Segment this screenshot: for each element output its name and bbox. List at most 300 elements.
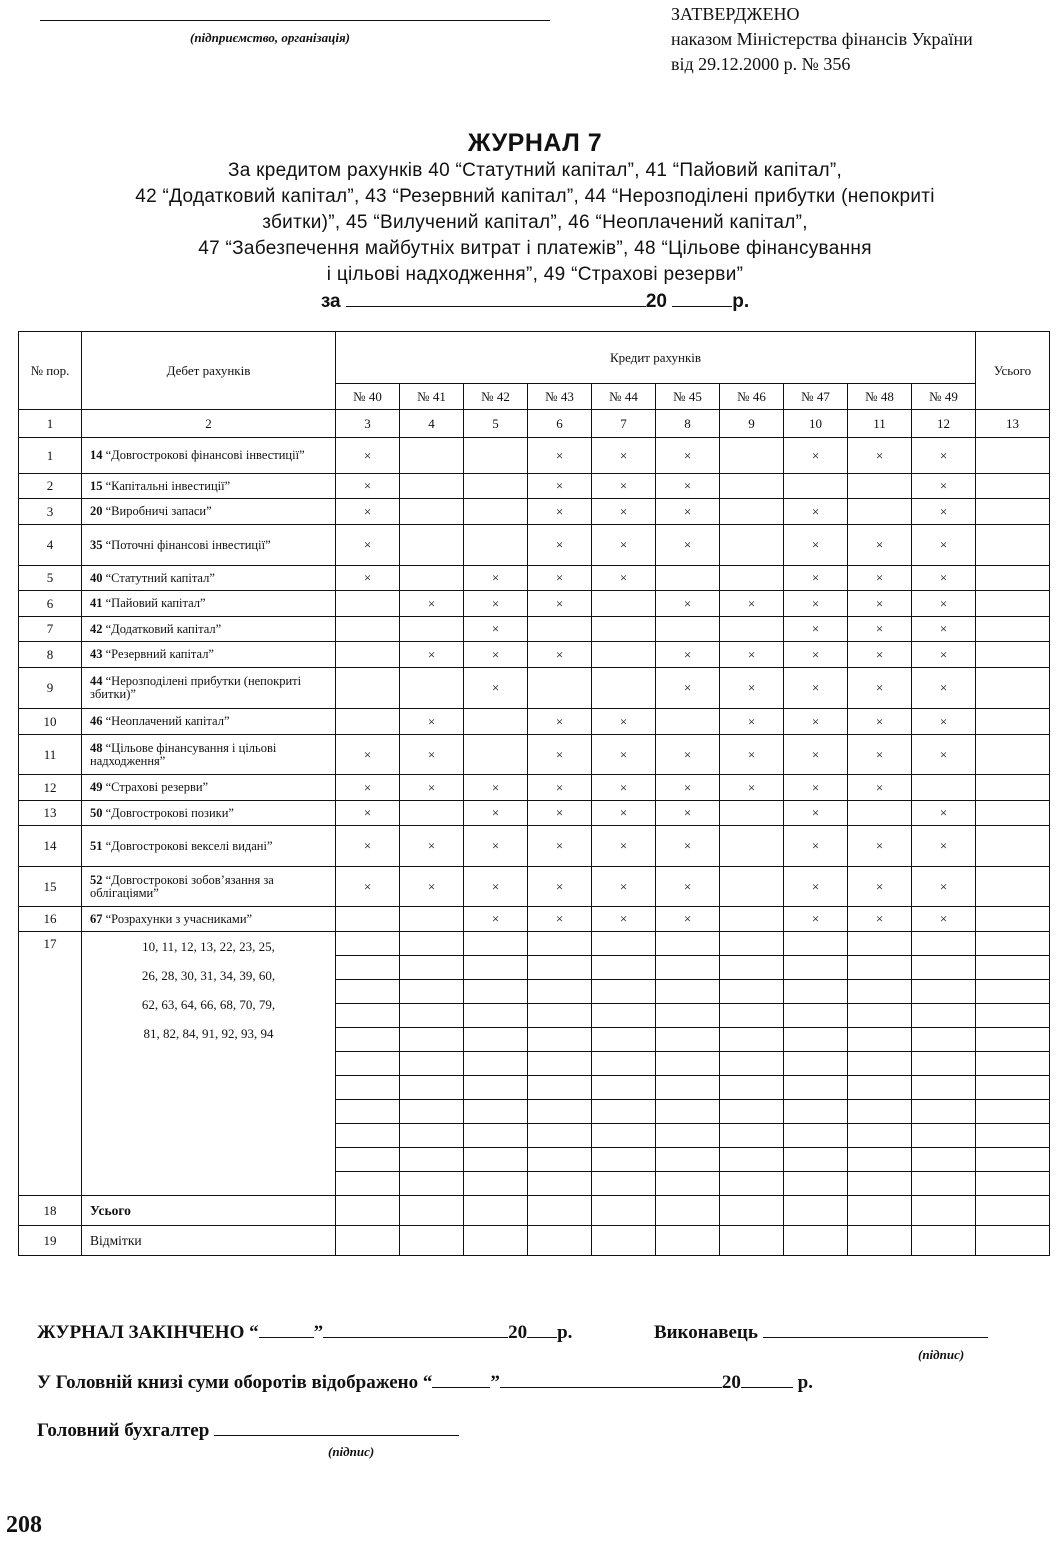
entry-cell[interactable] — [720, 867, 784, 907]
entry-cell[interactable] — [784, 642, 848, 668]
entry-cell[interactable] — [336, 1172, 400, 1196]
entry-cell[interactable] — [784, 525, 848, 566]
entry-cell[interactable] — [784, 801, 848, 826]
entry-cell[interactable] — [528, 1172, 592, 1196]
entry-cell[interactable] — [592, 591, 656, 617]
entry-cell[interactable] — [336, 499, 400, 525]
entry-cell[interactable] — [528, 1124, 592, 1148]
entry-cell[interactable] — [464, 932, 528, 956]
entry-cell[interactable] — [656, 1196, 720, 1226]
entry-cell[interactable] — [720, 1100, 784, 1124]
entry-cell[interactable] — [464, 566, 528, 591]
entry-cell[interactable] — [912, 438, 976, 474]
entry-cell[interactable] — [720, 1148, 784, 1172]
entry-cell[interactable] — [912, 1004, 976, 1028]
entry-cell[interactable] — [720, 956, 784, 980]
row-total-cell[interactable] — [976, 735, 1050, 775]
entry-cell[interactable] — [656, 735, 720, 775]
entry-cell[interactable] — [656, 867, 720, 907]
entry-cell[interactable] — [784, 826, 848, 867]
entry-cell[interactable] — [464, 642, 528, 668]
entry-cell[interactable] — [720, 1226, 784, 1256]
entry-cell[interactable] — [720, 438, 784, 474]
entry-cell[interactable] — [592, 1100, 656, 1124]
entry-cell[interactable] — [336, 932, 400, 956]
entry-cell[interactable] — [400, 642, 464, 668]
row-total-cell[interactable] — [976, 801, 1050, 826]
entry-cell[interactable] — [976, 1004, 1050, 1028]
entry-cell[interactable] — [400, 801, 464, 826]
entry-cell[interactable] — [848, 1100, 912, 1124]
entry-cell[interactable] — [848, 956, 912, 980]
entry-cell[interactable] — [656, 499, 720, 525]
entry-cell[interactable] — [528, 642, 592, 668]
entry-cell[interactable] — [720, 1028, 784, 1052]
entry-cell[interactable] — [656, 1100, 720, 1124]
entry-cell[interactable] — [720, 474, 784, 499]
entry-cell[interactable] — [784, 932, 848, 956]
row-total-cell[interactable] — [976, 438, 1050, 474]
entry-cell[interactable] — [400, 826, 464, 867]
entry-cell[interactable] — [336, 668, 400, 709]
entry-cell[interactable] — [720, 1124, 784, 1148]
entry-cell[interactable] — [528, 566, 592, 591]
entry-cell[interactable] — [656, 1004, 720, 1028]
entry-cell[interactable] — [464, 1148, 528, 1172]
entry-cell[interactable] — [336, 709, 400, 735]
entry-cell[interactable] — [848, 867, 912, 907]
entry-cell[interactable] — [976, 980, 1050, 1004]
entry-cell[interactable] — [336, 1052, 400, 1076]
entry-cell[interactable] — [592, 801, 656, 826]
entry-cell[interactable] — [400, 1172, 464, 1196]
entry-cell[interactable] — [464, 525, 528, 566]
entry-cell[interactable] — [592, 1076, 656, 1100]
entry-cell[interactable] — [464, 1076, 528, 1100]
row-total-cell[interactable] — [976, 642, 1050, 668]
ledger-day-field[interactable] — [432, 1370, 490, 1388]
entry-cell[interactable] — [528, 499, 592, 525]
entry-cell[interactable] — [400, 735, 464, 775]
entry-cell[interactable] — [784, 980, 848, 1004]
entry-cell[interactable] — [720, 617, 784, 642]
entry-cell[interactable] — [656, 932, 720, 956]
entry-cell[interactable] — [912, 1172, 976, 1196]
entry-cell[interactable] — [528, 735, 592, 775]
entry-cell[interactable] — [784, 438, 848, 474]
entry-cell[interactable] — [400, 867, 464, 907]
row-total-cell[interactable] — [976, 474, 1050, 499]
entry-cell[interactable] — [336, 907, 400, 932]
entry-cell[interactable] — [912, 980, 976, 1004]
entry-cell[interactable] — [720, 735, 784, 775]
finished-month-field[interactable] — [323, 1320, 508, 1338]
entry-cell[interactable] — [464, 1196, 528, 1226]
entry-cell[interactable] — [720, 932, 784, 956]
entry-cell[interactable] — [400, 668, 464, 709]
entry-cell[interactable] — [656, 956, 720, 980]
entry-cell[interactable] — [976, 956, 1050, 980]
entry-cell[interactable] — [336, 642, 400, 668]
entry-cell[interactable] — [400, 1196, 464, 1226]
row-total-cell[interactable] — [976, 668, 1050, 709]
entry-cell[interactable] — [912, 1196, 976, 1226]
entry-cell[interactable] — [848, 907, 912, 932]
entry-cell[interactable] — [528, 826, 592, 867]
entry-cell[interactable] — [400, 980, 464, 1004]
entry-cell[interactable] — [464, 980, 528, 1004]
entry-cell[interactable] — [912, 591, 976, 617]
entry-cell[interactable] — [336, 566, 400, 591]
row-total-cell[interactable] — [976, 907, 1050, 932]
entry-cell[interactable] — [976, 1076, 1050, 1100]
entry-cell[interactable] — [656, 709, 720, 735]
entry-cell[interactable] — [976, 1196, 1050, 1226]
entry-cell[interactable] — [784, 591, 848, 617]
entry-cell[interactable] — [592, 642, 656, 668]
entry-cell[interactable] — [464, 1052, 528, 1076]
entry-cell[interactable] — [784, 499, 848, 525]
entry-cell[interactable] — [848, 1052, 912, 1076]
entry-cell[interactable] — [464, 499, 528, 525]
entry-cell[interactable] — [912, 617, 976, 642]
entry-cell[interactable] — [784, 735, 848, 775]
entry-cell[interactable] — [336, 867, 400, 907]
entry-cell[interactable] — [528, 932, 592, 956]
entry-cell[interactable] — [464, 1100, 528, 1124]
row-total-cell[interactable] — [976, 566, 1050, 591]
entry-cell[interactable] — [848, 642, 912, 668]
entry-cell[interactable] — [848, 566, 912, 591]
entry-cell[interactable] — [400, 1052, 464, 1076]
entry-cell[interactable] — [336, 591, 400, 617]
entry-cell[interactable] — [720, 1196, 784, 1226]
entry-cell[interactable] — [784, 907, 848, 932]
entry-cell[interactable] — [464, 775, 528, 801]
ledger-month-field[interactable] — [500, 1370, 722, 1388]
entry-cell[interactable] — [656, 826, 720, 867]
entry-cell[interactable] — [528, 1076, 592, 1100]
entry-cell[interactable] — [912, 1076, 976, 1100]
entry-cell[interactable] — [592, 474, 656, 499]
entry-cell[interactable] — [656, 1172, 720, 1196]
entry-cell[interactable] — [336, 1100, 400, 1124]
entry-cell[interactable] — [912, 474, 976, 499]
entry-cell[interactable] — [400, 525, 464, 566]
entry-cell[interactable] — [528, 1100, 592, 1124]
period-month-field[interactable] — [346, 288, 646, 307]
entry-cell[interactable] — [976, 1124, 1050, 1148]
entry-cell[interactable] — [528, 1226, 592, 1256]
entry-cell[interactable] — [784, 1196, 848, 1226]
entry-cell[interactable] — [592, 826, 656, 867]
entry-cell[interactable] — [528, 1004, 592, 1028]
entry-cell[interactable] — [528, 709, 592, 735]
entry-cell[interactable] — [464, 1004, 528, 1028]
entry-cell[interactable] — [784, 775, 848, 801]
entry-cell[interactable] — [784, 867, 848, 907]
entry-cell[interactable] — [592, 438, 656, 474]
entry-cell[interactable] — [400, 932, 464, 956]
entry-cell[interactable] — [720, 709, 784, 735]
entry-cell[interactable] — [528, 867, 592, 907]
entry-cell[interactable] — [336, 1196, 400, 1226]
entry-cell[interactable] — [976, 1028, 1050, 1052]
entry-cell[interactable] — [656, 775, 720, 801]
entry-cell[interactable] — [656, 980, 720, 1004]
finished-year-field[interactable] — [527, 1320, 557, 1338]
entry-cell[interactable] — [912, 642, 976, 668]
entry-cell[interactable] — [592, 499, 656, 525]
entry-cell[interactable] — [912, 1148, 976, 1172]
entry-cell[interactable] — [400, 1028, 464, 1052]
entry-cell[interactable] — [400, 1124, 464, 1148]
entry-cell[interactable] — [528, 907, 592, 932]
entry-cell[interactable] — [848, 980, 912, 1004]
entry-cell[interactable] — [656, 642, 720, 668]
entry-cell[interactable] — [336, 1124, 400, 1148]
entry-cell[interactable] — [720, 1052, 784, 1076]
entry-cell[interactable] — [784, 709, 848, 735]
entry-cell[interactable] — [592, 709, 656, 735]
entry-cell[interactable] — [464, 907, 528, 932]
entry-cell[interactable] — [528, 1148, 592, 1172]
entry-cell[interactable] — [656, 1148, 720, 1172]
entry-cell[interactable] — [336, 980, 400, 1004]
chief-signature-field[interactable] — [214, 1418, 459, 1436]
entry-cell[interactable] — [592, 566, 656, 591]
entry-cell[interactable] — [464, 867, 528, 907]
entry-cell[interactable] — [400, 1100, 464, 1124]
entry-cell[interactable] — [848, 438, 912, 474]
entry-cell[interactable] — [464, 1028, 528, 1052]
entry-cell[interactable] — [400, 1076, 464, 1100]
entry-cell[interactable] — [656, 617, 720, 642]
row-total-cell[interactable] — [976, 591, 1050, 617]
entry-cell[interactable] — [528, 438, 592, 474]
entry-cell[interactable] — [400, 566, 464, 591]
entry-cell[interactable] — [912, 775, 976, 801]
entry-cell[interactable] — [720, 642, 784, 668]
entry-cell[interactable] — [528, 668, 592, 709]
entry-cell[interactable] — [720, 668, 784, 709]
entry-cell[interactable] — [720, 775, 784, 801]
entry-cell[interactable] — [720, 801, 784, 826]
entry-cell[interactable] — [784, 1076, 848, 1100]
entry-cell[interactable] — [464, 801, 528, 826]
entry-cell[interactable] — [848, 932, 912, 956]
entry-cell[interactable] — [848, 1004, 912, 1028]
period-year-field[interactable] — [672, 288, 732, 307]
entry-cell[interactable] — [336, 438, 400, 474]
entry-cell[interactable] — [848, 1196, 912, 1226]
row-total-cell[interactable] — [976, 617, 1050, 642]
entry-cell[interactable] — [464, 438, 528, 474]
entry-cell[interactable] — [592, 956, 656, 980]
entry-cell[interactable] — [656, 566, 720, 591]
entry-cell[interactable] — [592, 980, 656, 1004]
entry-cell[interactable] — [400, 709, 464, 735]
entry-cell[interactable] — [848, 1226, 912, 1256]
entry-cell[interactable] — [720, 826, 784, 867]
entry-cell[interactable] — [592, 617, 656, 642]
entry-cell[interactable] — [720, 907, 784, 932]
row-total-cell[interactable] — [976, 709, 1050, 735]
entry-cell[interactable] — [784, 1226, 848, 1256]
entry-cell[interactable] — [592, 525, 656, 566]
entry-cell[interactable] — [784, 1124, 848, 1148]
entry-cell[interactable] — [464, 735, 528, 775]
entry-cell[interactable] — [784, 474, 848, 499]
entry-cell[interactable] — [464, 826, 528, 867]
entry-cell[interactable] — [464, 617, 528, 642]
entry-cell[interactable] — [528, 980, 592, 1004]
entry-cell[interactable] — [912, 499, 976, 525]
entry-cell[interactable] — [336, 956, 400, 980]
entry-cell[interactable] — [592, 668, 656, 709]
entry-cell[interactable] — [912, 1124, 976, 1148]
entry-cell[interactable] — [464, 474, 528, 499]
entry-cell[interactable] — [528, 775, 592, 801]
entry-cell[interactable] — [592, 867, 656, 907]
entry-cell[interactable] — [848, 775, 912, 801]
entry-cell[interactable] — [400, 907, 464, 932]
entry-cell[interactable] — [592, 1124, 656, 1148]
entry-cell[interactable] — [656, 1226, 720, 1256]
entry-cell[interactable] — [848, 617, 912, 642]
entry-cell[interactable] — [528, 525, 592, 566]
entry-cell[interactable] — [848, 474, 912, 499]
entry-cell[interactable] — [912, 907, 976, 932]
executor-signature-field[interactable] — [763, 1320, 988, 1338]
entry-cell[interactable] — [848, 801, 912, 826]
entry-cell[interactable] — [976, 1172, 1050, 1196]
entry-cell[interactable] — [400, 1004, 464, 1028]
entry-cell[interactable] — [656, 1076, 720, 1100]
entry-cell[interactable] — [336, 474, 400, 499]
entry-cell[interactable] — [912, 932, 976, 956]
entry-cell[interactable] — [848, 525, 912, 566]
entry-cell[interactable] — [848, 826, 912, 867]
entry-cell[interactable] — [848, 709, 912, 735]
row-total-cell[interactable] — [976, 826, 1050, 867]
entry-cell[interactable] — [784, 668, 848, 709]
entry-cell[interactable] — [784, 1100, 848, 1124]
row-total-cell[interactable] — [976, 775, 1050, 801]
row-total-cell[interactable] — [976, 525, 1050, 566]
entry-cell[interactable] — [912, 1100, 976, 1124]
entry-cell[interactable] — [592, 775, 656, 801]
entry-cell[interactable] — [336, 617, 400, 642]
entry-cell[interactable] — [592, 1172, 656, 1196]
entry-cell[interactable] — [784, 1052, 848, 1076]
entry-cell[interactable] — [720, 499, 784, 525]
entry-cell[interactable] — [912, 801, 976, 826]
entry-cell[interactable] — [720, 1076, 784, 1100]
entry-cell[interactable] — [528, 1028, 592, 1052]
entry-cell[interactable] — [656, 1028, 720, 1052]
entry-cell[interactable] — [912, 668, 976, 709]
entry-cell[interactable] — [464, 1124, 528, 1148]
entry-cell[interactable] — [848, 1028, 912, 1052]
entry-cell[interactable] — [464, 956, 528, 980]
entry-cell[interactable] — [720, 980, 784, 1004]
entry-cell[interactable] — [528, 801, 592, 826]
entry-cell[interactable] — [464, 591, 528, 617]
entry-cell[interactable] — [848, 668, 912, 709]
entry-cell[interactable] — [400, 1148, 464, 1172]
entry-cell[interactable] — [784, 1148, 848, 1172]
entry-cell[interactable] — [528, 956, 592, 980]
entry-cell[interactable] — [912, 1028, 976, 1052]
entry-cell[interactable] — [592, 1148, 656, 1172]
entry-cell[interactable] — [784, 1172, 848, 1196]
entry-cell[interactable] — [848, 499, 912, 525]
entry-cell[interactable] — [912, 566, 976, 591]
entry-cell[interactable] — [912, 826, 976, 867]
entry-cell[interactable] — [656, 1124, 720, 1148]
entry-cell[interactable] — [400, 956, 464, 980]
entry-cell[interactable] — [400, 617, 464, 642]
entry-cell[interactable] — [400, 591, 464, 617]
entry-cell[interactable] — [400, 499, 464, 525]
entry-cell[interactable] — [656, 438, 720, 474]
entry-cell[interactable] — [784, 956, 848, 980]
entry-cell[interactable] — [848, 1172, 912, 1196]
entry-cell[interactable] — [592, 1196, 656, 1226]
entry-cell[interactable] — [720, 525, 784, 566]
entry-cell[interactable] — [464, 709, 528, 735]
entry-cell[interactable] — [912, 525, 976, 566]
entry-cell[interactable] — [336, 826, 400, 867]
entry-cell[interactable] — [784, 617, 848, 642]
entry-cell[interactable] — [528, 1052, 592, 1076]
entry-cell[interactable] — [592, 907, 656, 932]
entry-cell[interactable] — [976, 932, 1050, 956]
entry-cell[interactable] — [464, 1172, 528, 1196]
entry-cell[interactable] — [912, 735, 976, 775]
entry-cell[interactable] — [848, 735, 912, 775]
entry-cell[interactable] — [464, 668, 528, 709]
entry-cell[interactable] — [976, 1148, 1050, 1172]
entry-cell[interactable] — [528, 1196, 592, 1226]
entry-cell[interactable] — [400, 775, 464, 801]
entry-cell[interactable] — [656, 801, 720, 826]
entry-cell[interactable] — [400, 438, 464, 474]
entry-cell[interactable] — [784, 1028, 848, 1052]
entry-cell[interactable] — [912, 956, 976, 980]
entry-cell[interactable] — [528, 591, 592, 617]
entry-cell[interactable] — [528, 617, 592, 642]
entry-cell[interactable] — [528, 474, 592, 499]
row-total-cell[interactable] — [976, 499, 1050, 525]
entry-cell[interactable] — [656, 1052, 720, 1076]
finished-day-field[interactable] — [259, 1320, 314, 1338]
entry-cell[interactable] — [976, 1226, 1050, 1256]
entry-cell[interactable] — [848, 1148, 912, 1172]
entry-cell[interactable] — [720, 566, 784, 591]
entry-cell[interactable] — [784, 566, 848, 591]
ledger-year-field[interactable] — [741, 1370, 793, 1388]
entry-cell[interactable] — [976, 1052, 1050, 1076]
entry-cell[interactable] — [336, 1076, 400, 1100]
entry-cell[interactable] — [336, 1028, 400, 1052]
entry-cell[interactable] — [464, 1226, 528, 1256]
entry-cell[interactable] — [912, 709, 976, 735]
entry-cell[interactable] — [592, 1028, 656, 1052]
entry-cell[interactable] — [848, 591, 912, 617]
entry-cell[interactable] — [400, 474, 464, 499]
